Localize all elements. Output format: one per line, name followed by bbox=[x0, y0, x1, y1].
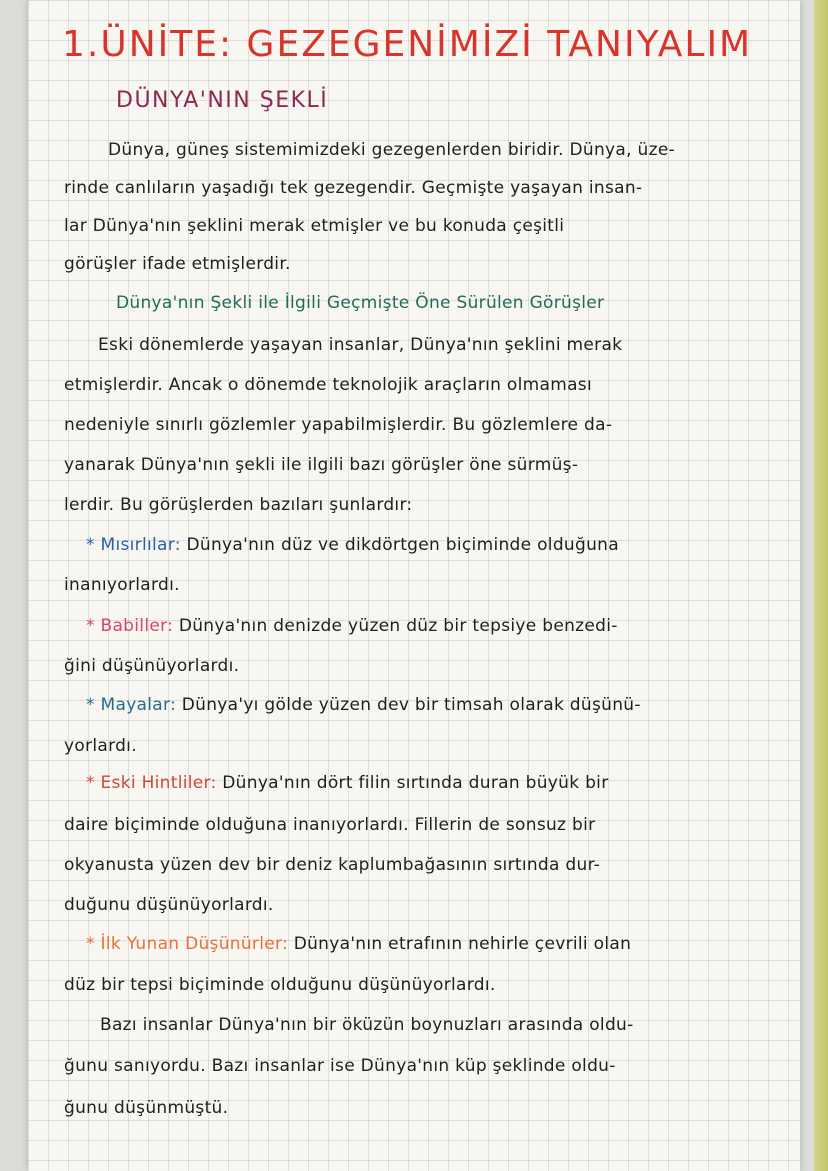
closing-line-1: Bazı insanlar Dünya'nın bir öküzün boynuzları arasında oldu- bbox=[100, 1015, 634, 1035]
section-heading: Dünya'nın Şekli ile İlgili Geçmişte Öne Sürülen Görüşler bbox=[116, 293, 605, 313]
view-misirlilar-cont-1: inanıyorlardı. bbox=[64, 575, 180, 595]
body-line-5: lerdir. Bu görüşlerden bazıları şunlardır: bbox=[64, 495, 413, 515]
view-babiller-cont-1: ğini düşünüyorlardı. bbox=[64, 656, 240, 676]
closing-line-2: ğunu sanıyordu. Bazı insanlar ise Dünya'nın küp şeklinde oldu- bbox=[64, 1056, 616, 1076]
closing-line-3: ğunu düşünmüştü. bbox=[64, 1098, 229, 1118]
view-mayalar bbox=[86, 695, 641, 715]
view-label-babiller: * Babiller: bbox=[86, 616, 174, 636]
intro-line-2: rinde canlıların yaşadığı tek gezegendir. Geçmişte yaşayan insan- bbox=[64, 178, 643, 198]
view-yunan-cont-1: düz bir tepsi biçiminde olduğunu düşünüyorlardı. bbox=[64, 975, 496, 995]
view-label-yunan: * İlk Yunan Düşünürler: bbox=[86, 934, 289, 954]
page-title: 1.ÜNİTE: GEZEGENİMİZİ TANIYALIM bbox=[62, 24, 753, 65]
view-label-hintliler: * Eski Hintliler: bbox=[86, 773, 217, 793]
view-label-misirlilar: * Mısırlılar: bbox=[86, 535, 181, 555]
body-line-3: nedeniyle sınırlı gözlemler yapabilmişlerdir. Bu gözlemlere da- bbox=[64, 415, 613, 435]
view-text-mayalar: Dünya'yı gölde yüzen dev bir timsah olarak düşünü- bbox=[176, 695, 641, 715]
view-yunan bbox=[86, 934, 631, 954]
view-misirlilar bbox=[86, 535, 619, 555]
view-babiller bbox=[86, 616, 618, 636]
view-text-misirlilar: Dünya'nın düz ve dikdörtgen biçiminde olduğuna bbox=[180, 535, 619, 555]
view-label-mayalar: * Mayalar: bbox=[86, 695, 177, 715]
view-text-yunan: Dünya'nın etrafının nehirle çevrili olan bbox=[288, 934, 632, 954]
view-text-babiller: Dünya'nın denizde yüzen düz bir tepsiye benzedi- bbox=[173, 616, 618, 636]
intro-line-4: görüşler ifade etmişlerdir. bbox=[64, 254, 291, 274]
notebook-cover-edge bbox=[814, 0, 828, 1171]
body-line-1: Eski dönemlerde yaşayan insanlar, Dünya'nın şeklini merak bbox=[98, 335, 623, 355]
body-line-2: etmişlerdir. Ancak o dönemde teknolojik araçların olmaması bbox=[64, 375, 592, 395]
intro-line-3: lar Dünya'nın şeklini merak etmişler ve bu konuda çeşitli bbox=[64, 216, 565, 236]
body-line-4: yanarak Dünya'nın şekli ile ilgili bazı görüşler öne sürmüş- bbox=[64, 455, 579, 475]
view-hintliler-cont-2: okyanusta yüzen dev bir deniz kaplumbağasının sırtında dur- bbox=[64, 855, 601, 875]
view-hintliler bbox=[86, 773, 608, 793]
intro-line-1: Dünya, güneş sistemimizdeki gezegenlerden biridir. Dünya, üze- bbox=[108, 140, 676, 160]
view-hintliler-cont-3: duğunu düşünüyorlardı. bbox=[64, 895, 274, 915]
view-text-hintliler: Dünya'nın dört filin sırtında duran büyük bir bbox=[216, 773, 609, 793]
view-mayalar-cont-1: yorlardı. bbox=[64, 736, 137, 756]
section-subtitle: DÜNYA'NIN ŞEKLİ bbox=[116, 88, 329, 113]
view-hintliler-cont-1: daire biçiminde olduğuna inanıyorlardı. Fillerin de sonsuz bir bbox=[64, 815, 596, 835]
